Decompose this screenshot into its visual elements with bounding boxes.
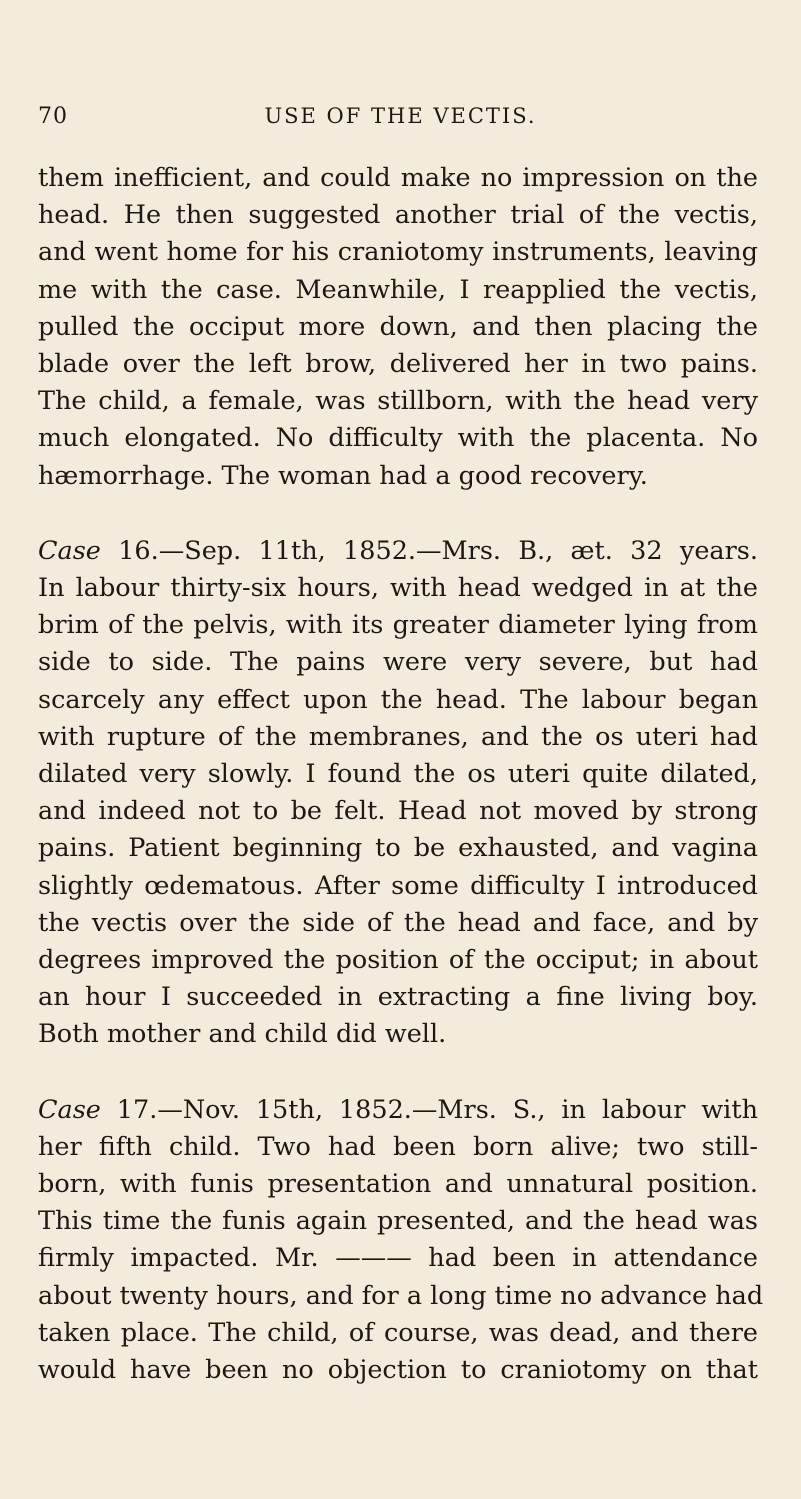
text-line: and indeed not to be felt. Head not moved by strong: [38, 796, 758, 827]
text-line: an hour I succeeded in extracting a fine living boy.: [38, 982, 758, 1013]
case-label: Case: [38, 1094, 101, 1125]
text-line: [38, 533, 758, 570]
text-line: born, with funis presentation and unnatural position.: [38, 1169, 758, 1200]
text-line: her fifth child. Two had been born alive; two still-: [38, 1131, 758, 1162]
text-line: taken place. The child, of course, was dead, and there: [38, 1317, 758, 1348]
text-line: head. He then suggested another trial of the vectis,: [38, 200, 758, 231]
page-number: 70: [38, 104, 68, 129]
text-line: about twenty hours, and for a long time no advance had: [38, 1280, 764, 1311]
text-line: pains. Patient beginning to be exhausted, and vagina: [38, 833, 758, 864]
text-line: This time the funis again presented, and the head was: [38, 1206, 758, 1237]
text-line: The child, a female, was stillborn, with the head very: [38, 386, 758, 417]
text-line: much elongated. No difficulty with the placenta. No: [38, 423, 758, 454]
text-line: brim of the pelvis, with its greater diameter lying from: [38, 610, 758, 641]
text-line: degrees improved the position of the occiput; in about: [38, 945, 758, 976]
text-line: Both mother and child did well.: [38, 1019, 447, 1050]
text-line: scarcely any effect upon the head. The labour began: [38, 684, 758, 715]
case-heading: 16.—Sep. 11th, 1852.—Mrs. B., æt. 32 years.: [100, 535, 758, 566]
text-line: hæmorrhage. The woman had a good recovery.: [38, 460, 648, 491]
text-line: the vectis over the side of the head and face, and by: [38, 907, 758, 938]
page-header: [0, 104, 801, 140]
case-label: Case: [38, 535, 101, 566]
text-line: blade over the left brow, delivered her in two pains.: [38, 349, 758, 380]
text-line: In labour thirty-six hours, with head wedged in at the: [38, 573, 758, 604]
text-line: slightly œdematous. After some difficulty I introduced: [38, 870, 758, 901]
paragraph-case-17: [38, 1092, 764, 1390]
text-line: them inefficient, and could make no impression on the: [38, 163, 758, 193]
text-line: with rupture of the membranes, and the os uteri had: [38, 721, 758, 752]
case-heading: 17.—Nov. 15th, 1852.—Mrs. S., in labour with: [100, 1094, 758, 1125]
text-line: would have been no objection to craniotomy on that: [38, 1355, 758, 1386]
paragraph-case-16: [38, 533, 758, 1054]
running-head: USE OF THE VECTIS.: [264, 104, 537, 128]
paragraph: [38, 160, 758, 495]
text-line: dilated very slowly. I found the os uteri quite dilated,: [38, 759, 758, 790]
text-line: and went home for his craniotomy instruments, leaving: [38, 237, 758, 268]
text-line: side to side. The pains were very severe, but had: [38, 647, 758, 678]
body-text: [38, 160, 764, 1389]
text-line: firmly impacted. Mr. ——— had been in attendance: [38, 1243, 758, 1274]
text-line: [38, 1092, 758, 1129]
text-line: me with the case. Meanwhile, I reapplied the vectis,: [38, 274, 758, 305]
text-line: pulled the occiput more down, and then placing the: [38, 311, 758, 342]
